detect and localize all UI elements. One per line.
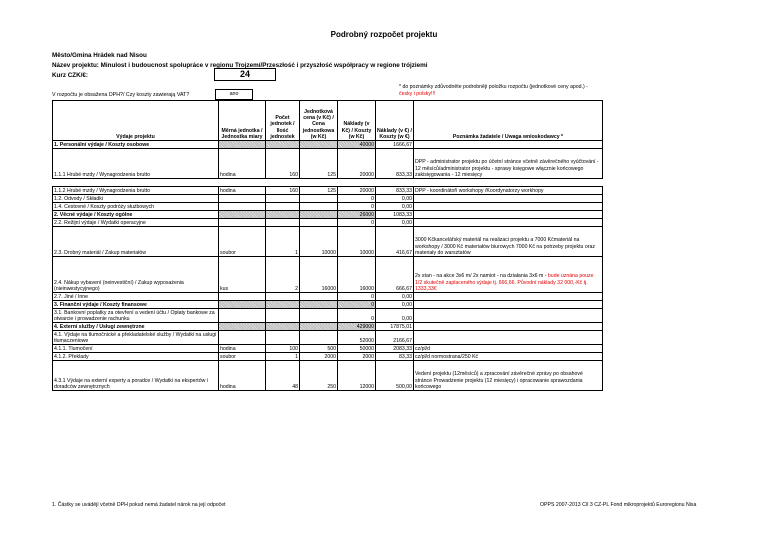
budget-table <box>52 100 603 391</box>
row-unit-price[interactable]: 125 <box>300 187 338 195</box>
row-count[interactable]: 48 <box>266 361 300 391</box>
row-unit[interactable]: hodina <box>219 187 266 195</box>
row-cost-eur[interactable]: 2166,67 <box>376 331 414 345</box>
table-row <box>53 345 603 353</box>
row-label[interactable]: 2.3. Drobný materiál / Zakup materiałów <box>53 227 219 257</box>
applicant-name: Město/Gmina Hrádek nad Nisou <box>52 52 147 59</box>
row-note[interactable] <box>414 195 603 203</box>
table-row <box>53 187 603 195</box>
row-note[interactable] <box>414 257 603 293</box>
row-note[interactable] <box>414 141 603 149</box>
row-label[interactable]: 2. Věcné výdaje / Koszty ogólne <box>53 211 219 219</box>
row-cost-eur[interactable]: 83,33 <box>376 353 414 361</box>
row-unit-price[interactable] <box>300 219 338 227</box>
row-count[interactable]: 100 <box>266 345 300 353</box>
row-cost-czk[interactable]: 20000 <box>338 187 376 195</box>
vat-answer[interactable]: ano <box>215 89 253 100</box>
row-unit-price[interactable]: 10000 <box>300 227 338 257</box>
row-label[interactable]: 2.7. Jiné / Inne <box>53 293 219 301</box>
row-unit[interactable]: hodina <box>219 361 266 391</box>
row-unit[interactable] <box>219 293 266 301</box>
page-title: Podrobný rozpočet projektu <box>330 30 438 39</box>
row-count[interactable]: 2 <box>266 257 300 293</box>
row-cost-eur[interactable]: 0,00 <box>376 309 414 323</box>
row-cost-eur[interactable]: 1666,67 <box>376 141 414 149</box>
row-label[interactable]: 4. Externí služby / Usługi zewnętrzne <box>53 323 219 331</box>
row-unit-price[interactable] <box>300 309 338 323</box>
row-note[interactable] <box>414 219 603 227</box>
table-row <box>53 195 603 203</box>
row-note[interactable] <box>414 203 603 211</box>
row-cost-eur[interactable]: 0,00 <box>376 203 414 211</box>
kurz-value[interactable]: 24 <box>214 68 276 81</box>
row-label[interactable]: 4.1.1. Tlumočení <box>53 345 219 353</box>
row-note[interactable]: 3000 Kčkancelářský materiál na realizaci projektu a 7000 Kčmateriál na workshopy / 3000 Kč materiałów biurowych 7000 Kč na potrzeby projektu oraz materiały do warsztatów <box>414 227 603 257</box>
row-count[interactable] <box>266 219 300 227</box>
table-row <box>53 227 603 257</box>
row-cost-eur[interactable]: 2083,33 <box>376 345 414 353</box>
row-cost-czk[interactable]: 0 <box>338 195 376 203</box>
row-cost-czk[interactable]: 10000 <box>338 227 376 257</box>
row-unit[interactable]: soubor <box>219 353 266 361</box>
row-note[interactable] <box>414 323 603 331</box>
row-unit[interactable] <box>219 323 266 331</box>
row-note[interactable]: cz/pl/d normostrana/250 Kč <box>414 353 603 361</box>
row-cost-czk[interactable]: 0 <box>338 203 376 211</box>
row-count[interactable] <box>266 203 300 211</box>
row-count[interactable]: 1 <box>266 353 300 361</box>
row-cost-eur[interactable]: 666,67 <box>376 257 414 293</box>
row-cost-czk[interactable]: 16000 <box>338 257 376 293</box>
row-cost-czk[interactable]: 12000 <box>338 361 376 391</box>
row-count[interactable] <box>266 195 300 203</box>
row-cost-czk[interactable]: 40000 <box>338 141 376 149</box>
row-cost-czk[interactable]: 26000 <box>338 211 376 219</box>
col-header-unit-price: Jednotková cena (v Kč) / Cena jednostkowa (w Kč) <box>300 101 338 141</box>
kurz-label: Kurz CZK/€: <box>52 72 89 79</box>
row-label[interactable]: 4.1. Výdaje na tlumočnické a překladatelské služby / Wydatki na usługi tłumaczeniowe <box>53 331 219 345</box>
row-unit-price[interactable] <box>300 331 338 345</box>
row-note-text: 2x stan - na akce 3x6 m/ 2x namiot - na działania 3x6 m - <box>415 273 548 280</box>
project-name: Název projektu: Minulost i budoucnost spolupráce v regionu Trojzemí/Przeszłość i przyszłość współpracy w regione trójziemi <box>52 62 428 69</box>
table-row <box>53 301 603 309</box>
row-cost-czk[interactable]: 429000 <box>338 323 376 331</box>
row-note[interactable]: cz/pl/d <box>414 345 603 353</box>
row-unit-price[interactable] <box>300 293 338 301</box>
row-cost-czk[interactable]: 20000 <box>338 149 376 179</box>
row-unit[interactable] <box>219 195 266 203</box>
row-cost-czk[interactable]: 0 <box>338 301 376 309</box>
row-note[interactable] <box>414 301 603 309</box>
row-count[interactable] <box>266 141 300 149</box>
col-header-note: Poznámka žadatele / Uwaga wnioskodawcy * <box>414 101 603 141</box>
row-note[interactable] <box>414 309 603 323</box>
row-unit[interactable] <box>219 301 266 309</box>
table-row <box>53 203 603 211</box>
row-label[interactable]: 2.4. Nákup vybavení (neinvestiční) / Zakup wyposażenia (nieinwestycyjnego) <box>53 257 219 293</box>
budget-note <box>399 84 589 98</box>
table-row <box>53 211 603 219</box>
row-unit-price[interactable] <box>300 203 338 211</box>
table-row <box>53 141 603 149</box>
table-row <box>53 257 603 293</box>
table-row <box>53 149 603 179</box>
row-cost-czk[interactable]: 52000 <box>338 331 376 345</box>
row-cost-eur[interactable]: 0,00 <box>376 219 414 227</box>
row-unit-price[interactable]: 125 <box>300 149 338 179</box>
row-count[interactable] <box>266 323 300 331</box>
row-unit-price[interactable]: 16000 <box>300 257 338 293</box>
row-unit[interactable] <box>219 331 266 345</box>
row-cost-czk[interactable]: 0 <box>338 219 376 227</box>
row-count[interactable]: 1 <box>266 227 300 257</box>
row-unit[interactable]: hodina <box>219 345 266 353</box>
row-count[interactable] <box>266 211 300 219</box>
row-cost-czk[interactable]: 2000 <box>338 353 376 361</box>
col-header-unit: Měrná jednotka / Jednostka miary <box>219 101 266 141</box>
table-row <box>53 361 603 391</box>
col-header-cost-eur: Náklady (v €) / Koszty (w €) <box>376 101 414 141</box>
table-header <box>53 101 603 141</box>
row-cost-czk[interactable]: 0 <box>338 293 376 301</box>
row-cost-eur[interactable]: 416,67 <box>376 227 414 257</box>
vat-question: V rozpočtu je obsažena DPH?/ Czy koszty zawierają VAT? <box>52 92 190 98</box>
row-cost-eur[interactable]: 833,33 <box>376 187 414 195</box>
row-note[interactable] <box>414 211 603 219</box>
row-unit[interactable] <box>219 141 266 149</box>
row-unit[interactable] <box>219 219 266 227</box>
row-unit[interactable]: hodina <box>219 149 266 179</box>
row-label[interactable]: 1.1.1 Hrubé mzdy / Wynagrodzenia brutto <box>53 149 219 179</box>
row-cost-eur[interactable]: 1083,33 <box>376 211 414 219</box>
row-label[interactable]: 3.1. Bankovní poplatky za otevření a vedení účtu / Opłaty bankowe za otwarcie i prowadzenie rachunku <box>53 309 219 323</box>
table-row <box>53 309 603 323</box>
row-cost-eur[interactable]: 0,00 <box>376 195 414 203</box>
row-label[interactable]: 1. Personální výdaje / Koszty osobowe <box>53 141 219 149</box>
footer-program: OPPS 2007-2013 Cíl 3 CZ-PL Fond mikroprojektů Euroregionu Nisa <box>540 502 697 508</box>
row-note[interactable] <box>414 293 603 301</box>
row-label[interactable]: 1.2. Odvody / Składki <box>53 195 219 203</box>
note-red-text: česky i polsky!!! <box>399 91 436 97</box>
row-note[interactable]: Vedení projektu (12měsíců) a zpracování závěrečné zprávy po obsahové stránce Prowadzenie projektu (12 miesięcy) i opracowanie sprawozdania końcowego <box>414 361 603 391</box>
row-unit-price[interactable] <box>300 141 338 149</box>
row-unit[interactable] <box>219 211 266 219</box>
row-count[interactable] <box>266 293 300 301</box>
row-label[interactable]: 1.1.2 Hrubé mzdy / Wynagrodzenia brutto <box>53 187 219 195</box>
col-header-expenses: Výdaje projektu <box>53 101 219 141</box>
row-count[interactable]: 160 <box>266 187 300 195</box>
row-unit-price[interactable]: 250 <box>300 361 338 391</box>
row-cost-eur[interactable]: 0,00 <box>376 301 414 309</box>
row-unit-price[interactable] <box>300 211 338 219</box>
row-cost-eur[interactable]: 500,00 <box>376 361 414 391</box>
table-row <box>53 331 603 345</box>
row-unit[interactable] <box>219 309 266 323</box>
row-unit[interactable] <box>219 203 266 211</box>
row-count[interactable] <box>266 331 300 345</box>
row-label[interactable]: 3. Finanční výdaje / Koszty finansowe <box>53 301 219 309</box>
row-unit-price[interactable]: 2000 <box>300 353 338 361</box>
col-header-count: Počet jednotek / Ilość jednostek <box>266 101 300 141</box>
row-unit[interactable]: soubor <box>219 227 266 257</box>
row-label[interactable]: 4.1.2. Překlady <box>53 353 219 361</box>
row-cost-eur[interactable]: 833,33 <box>376 149 414 179</box>
footer-note: 1. Částky se uvádějí včetně DPH pokud nemá žadatel nárok na její odpočet <box>52 502 226 508</box>
table-row <box>53 293 603 301</box>
row-note-red-text: bude uznána pouze 1/2 skutečně zaplaceného výdaje tj. 666,66. Původní náklady 32 000,-Kč tj. 1333,33€ <box>415 273 594 292</box>
row-label[interactable]: 2.2. Režijní výdaje / Wydatki operacyjne <box>53 219 219 227</box>
col-header-cost-czk: Náklady (v Kč) / Koszty (w Kč) <box>338 101 376 141</box>
row-note[interactable] <box>414 331 603 345</box>
row-cost-czk[interactable]: 50000 <box>338 345 376 353</box>
row-cost-eur[interactable]: 0,00 <box>376 293 414 301</box>
row-unit-price[interactable]: 500 <box>300 345 338 353</box>
row-count[interactable] <box>266 309 300 323</box>
row-count[interactable] <box>266 301 300 309</box>
row-unit-price[interactable] <box>300 301 338 309</box>
row-note[interactable]: DPP - administrator projektu po účetní stránce včetně závěrečného vyúčtování - 12 měsíců/administrator projektu - sprawy księgowe włącznie końcowego zakisięgowania - 12 miesięcy <box>414 149 603 179</box>
row-unit[interactable]: kus <box>219 257 266 293</box>
row-note[interactable]: DPP - koordinátoři workshopy /Koordynatorzy workhopy <box>414 187 603 195</box>
note-text: * do poznámky zdůvodněte podrobněji položku rozpočtu (jednotkové ceny apod.) - <box>399 84 588 90</box>
table-row <box>53 219 603 227</box>
row-cost-eur[interactable]: 17875,01 <box>376 323 414 331</box>
row-unit-price[interactable] <box>300 195 338 203</box>
table-row <box>53 323 603 331</box>
row-label[interactable]: 4.3.1 Výdaje na externí experty a poradce / Wydatki na ekspertów i doradców zewnętrznych <box>53 361 219 391</box>
table-row <box>53 353 603 361</box>
row-cost-czk[interactable]: 0 <box>338 309 376 323</box>
row-unit-price[interactable] <box>300 323 338 331</box>
row-label[interactable]: 1.4. Cestovné / Koszty podróży służbowych <box>53 203 219 211</box>
spacer-row <box>53 179 603 187</box>
row-count[interactable]: 160 <box>266 149 300 179</box>
